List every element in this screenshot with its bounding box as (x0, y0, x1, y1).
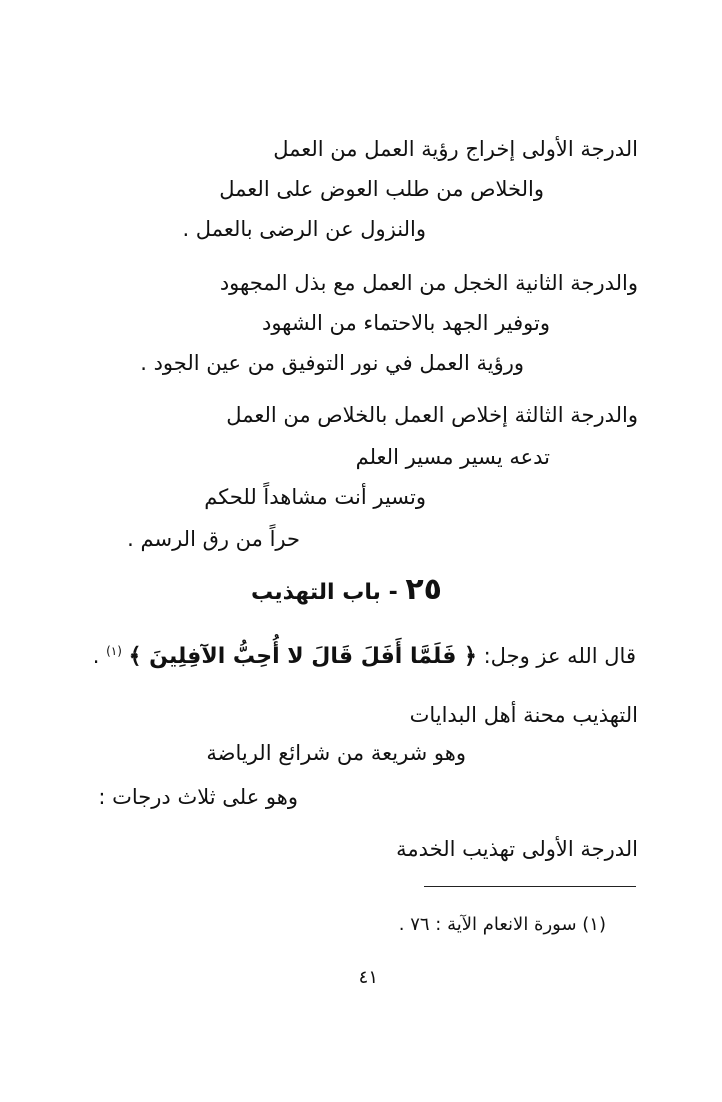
footnote-separator (424, 886, 636, 887)
chapter-dash: - (388, 580, 398, 605)
quran-verse: ﴿ فَلَمَّا أَفَلَ قَالَ لا أُحِبُّ الآفِلِينَ ﴾ (128, 644, 477, 669)
text-line-2: والخلاص من طلب العوض على العمل (219, 177, 544, 201)
text-line-3: والنزول عن الرضى بالعمل . (182, 217, 426, 241)
chapter-heading (251, 574, 442, 609)
text-line-7: والدرجة الثالثة إخلاص العمل بالخلاص من العمل (226, 403, 638, 427)
text-line-14: الدرجة الأولى تهذيب الخدمة (396, 837, 638, 861)
chapter-title: باب التهذيب (251, 580, 381, 605)
text-line-8: تدعه يسير مسير العلم (355, 445, 550, 469)
verse-intro: قال الله عز وجل: (483, 644, 636, 668)
page-number: ٤١ (358, 967, 378, 988)
verse-end: . (92, 644, 100, 668)
text-line-9: وتسير أنت مشاهداً للحكم (204, 485, 426, 509)
chapter-number: ٢٥ (405, 572, 442, 607)
verse-line (93, 636, 636, 672)
text-line-1: الدرجة الأولى إخراج رؤية العمل من العمل (273, 137, 638, 161)
text-line-5: وتوفير الجهد بالاحتماء من الشهود (261, 311, 550, 335)
text-line-4: والدرجة الثانية الخجل من العمل مع بذل المجهود (219, 271, 638, 295)
text-line-12: وهو شريعة من شرائع الرياضة (206, 741, 466, 765)
footnote: (١) سورة الانعام الآية : ٧٦ . (398, 914, 606, 935)
text-line-11: التهذيب محنة أهل البدايات (409, 703, 638, 727)
text-line-6: ورؤية العمل في نور التوفيق من عين الجود . (140, 351, 524, 375)
text-line-10: حراً من رق الرسم . (127, 527, 300, 551)
text-line-13: وهو على ثلاث درجات : (98, 785, 298, 809)
footnote-ref: (١) (106, 644, 122, 658)
